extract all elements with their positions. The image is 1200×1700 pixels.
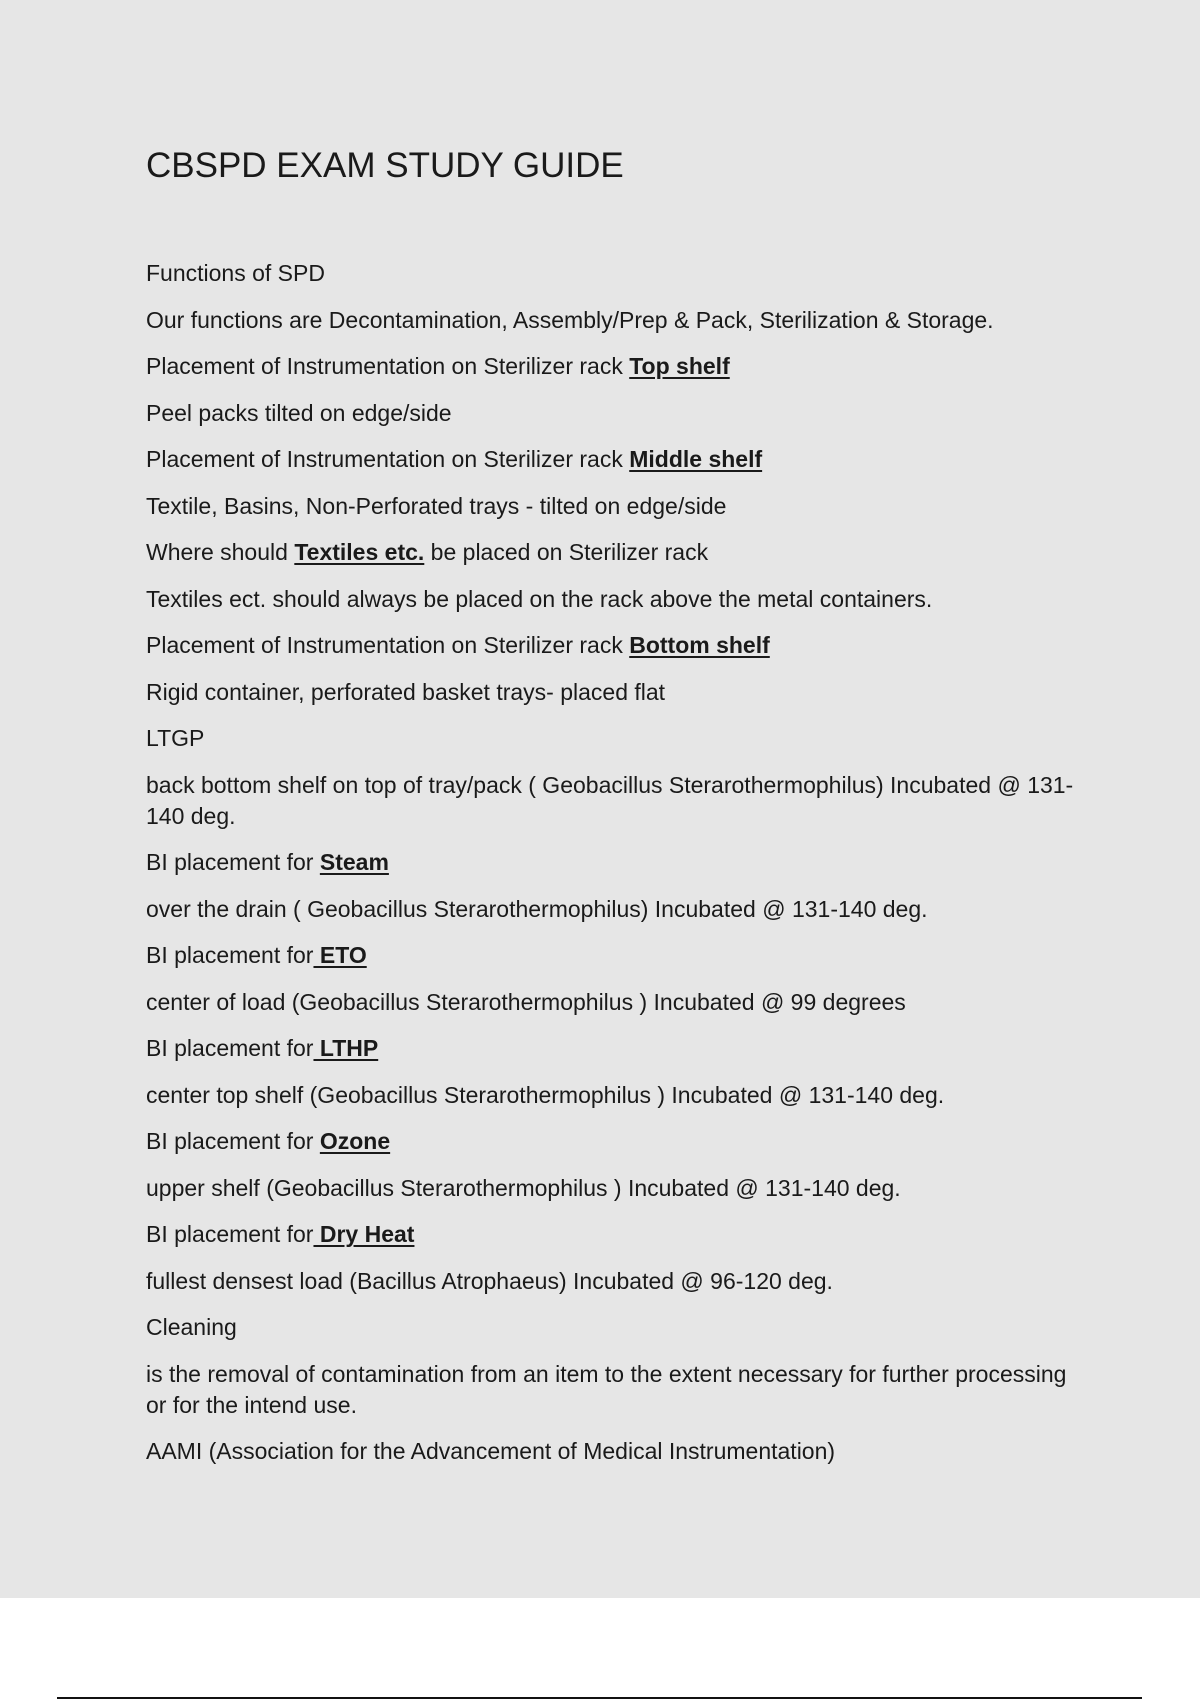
text-line: Functions of SPD (146, 260, 325, 286)
emphasis: Bottom shelf (629, 632, 770, 658)
text-line: Our functions are Decontamination, Assembly/Prep & Pack, Sterilization & Storage. (146, 306, 994, 333)
text-line: Placement of Instrumentation on Sterilizer rack Bottom shelf (146, 632, 770, 658)
text-line: Rigid container, perforated basket trays- placed flat (146, 678, 666, 705)
text-line: upper shelf (Geobacillus Sterarothermophilus ) Incubated @ 131-140 deg. (146, 1174, 901, 1201)
text-line: center of load (Geobacillus Sterarothermophilus ) Incubated @ 99 degrees (146, 988, 906, 1015)
text-line: Where should Textiles etc. be placed on Sterilizer rack (146, 539, 709, 565)
text-line: is the removal of contamination from an item to the extent necessary for further processing or for the intend use. (146, 1360, 1067, 1418)
text-line: BI placement for Dry Heat (146, 1221, 415, 1247)
emphasis: LTHP (313, 1035, 379, 1061)
text-line: BI placement for ETO (146, 942, 367, 968)
text-line: fullest densest load (Bacillus Atrophaeus) Incubated @ 96-120 deg. (146, 1267, 833, 1294)
text-line: BI placement for LTHP (146, 1035, 379, 1061)
text-line: Placement of Instrumentation on Sterilizer rack Middle shelf (146, 446, 763, 472)
text-line: Textiles ect. should always be placed on the rack above the metal containers. (146, 585, 933, 612)
emphasis: Textiles etc. (294, 539, 425, 565)
text-line: Placement of Instrumentation on Sterilizer rack Top shelf (146, 353, 730, 379)
document-title: CBSPD EXAM STUDY GUIDE (146, 146, 624, 185)
text-line: BI placement for Steam (146, 849, 389, 875)
footer-divider (57, 1697, 1142, 1699)
emphasis: Middle shelf (629, 446, 763, 472)
text-line: Textile, Basins, Non-Perforated trays - tilted on edge/side (146, 492, 727, 519)
text-line: BI placement for Ozone (146, 1128, 391, 1154)
emphasis: Ozone (319, 1128, 391, 1154)
emphasis: Steam (319, 849, 389, 875)
text-line: over the drain ( Geobacillus Sterarothermophilus) Incubated @ 131-140 deg. (146, 895, 928, 922)
text-line: AAMI (Association for the Advancement of Medical Instrumentation) (146, 1438, 836, 1464)
text-line: center top shelf (Geobacillus Sterarothermophilus ) Incubated @ 131-140 deg. (146, 1081, 945, 1108)
text-line: Peel packs tilted on edge/side (146, 399, 452, 426)
emphasis: Dry Heat (313, 1221, 415, 1247)
document-body (146, 140, 1086, 1483)
text-line: back bottom shelf on top of tray/pack ( Geobacillus Sterarothermophilus) Incubated @ 131-140 deg. (146, 771, 1074, 829)
text-line: LTGP (146, 725, 205, 751)
text-line: Cleaning (146, 1314, 237, 1340)
emphasis: ETO (313, 942, 367, 968)
emphasis: Top shelf (629, 353, 730, 379)
